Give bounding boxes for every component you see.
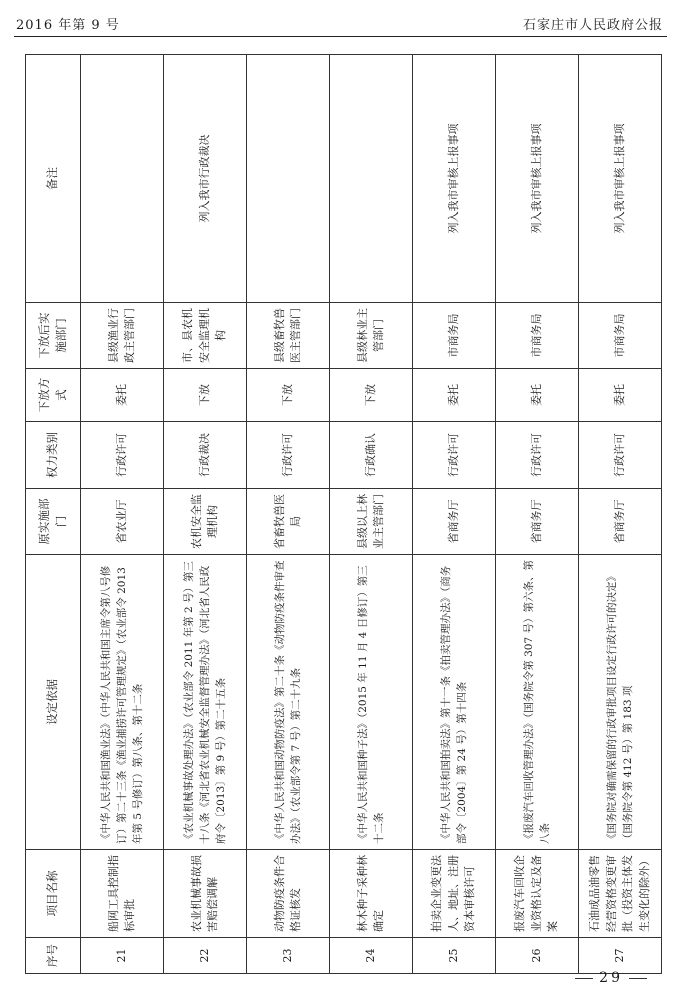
row-number: 25 [413, 938, 496, 974]
legal-basis: 《中华人民共和国种子法》（2015 年 11 月 4 日修订）第三十二条 [330, 555, 413, 850]
power-category: 行政许可 [81, 422, 164, 489]
new-dept: 市商务局 [413, 303, 496, 369]
item-name: 石油成品油零售经营资格变更审批（投资主体发生变化的除外） [579, 850, 662, 938]
row-number: 27 [579, 938, 662, 974]
item-name: 船网工具控制指标审批 [81, 850, 164, 938]
power-category: 行政许可 [247, 422, 330, 489]
table-row [579, 55, 662, 974]
remarks [81, 55, 164, 303]
original-dept: 省畜牧兽医局 [247, 489, 330, 555]
col-header-legal-basis: 设定依据 [26, 555, 81, 850]
delegation-method: 委托 [81, 369, 164, 422]
item-name: 报废汽车回收企业资格认定及备案 [496, 850, 579, 938]
legal-basis: 《国务院对确需保留的行政审批项目设定行政许可的决定》（国务院令第 412 号）第 183 项 [579, 555, 662, 850]
power-category: 行政许可 [413, 422, 496, 489]
power-category: 行政裁决 [164, 422, 247, 489]
item-name: 农业机械事故损害赔偿调解 [164, 850, 247, 938]
decentralization-table [25, 54, 662, 974]
row-number: 23 [247, 938, 330, 974]
legal-basis: 《中华人民共和国拍卖法》第十一条《拍卖管理办法》（商务部令〔2004〕第 24 号）第十四条 [413, 555, 496, 850]
table-row [81, 55, 164, 974]
delegation-method: 委托 [413, 369, 496, 422]
original-dept: 省商务厅 [579, 489, 662, 555]
item-name: 林木种子采种林确定 [330, 850, 413, 938]
power-category: 行政许可 [496, 422, 579, 489]
original-dept: 省商务厅 [496, 489, 579, 555]
remarks: 列入我市审核上报事项 [413, 55, 496, 303]
legal-basis: 《报废汽车回收管理办法》（国务院令第 307 号）第六条、第八条 [496, 555, 579, 850]
new-dept: 市商务局 [496, 303, 579, 369]
col-header-delegation-method: 下放方式 [26, 369, 81, 422]
footer-dash-right [629, 978, 647, 979]
row-number: 24 [330, 938, 413, 974]
table-row [247, 55, 330, 974]
legal-basis: 《中华人民共和国渔业法》（中华人民共和国主席令第八号修订）第二十三条《渔业捕捞许可管理规定》（农业部令 2013 年第 5 号修订）第八条、第十二条 [81, 555, 164, 850]
col-header-number: 序号 [26, 938, 81, 974]
footer-dash-left [575, 978, 593, 979]
item-name: 拍卖企业变更法人、地址、注册资本审核许可 [413, 850, 496, 938]
delegation-method: 委托 [496, 369, 579, 422]
page-number: 29 [599, 970, 623, 986]
power-category: 行政许可 [579, 422, 662, 489]
publication-title: 石家庄市人民政府公报 [522, 18, 663, 33]
remarks: 列入我市行政裁决 [164, 55, 247, 303]
table-row [496, 55, 579, 974]
page-footer [569, 970, 653, 986]
power-category: 行政确认 [330, 422, 413, 489]
table-row [413, 55, 496, 974]
col-header-item-name: 项目名称 [26, 850, 81, 938]
new-dept: 市商务局 [579, 303, 662, 369]
col-header-original-dept: 原实施部门 [26, 489, 81, 555]
original-dept: 农机安全监理机构 [164, 489, 247, 555]
delegation-method: 委托 [579, 369, 662, 422]
row-number: 22 [164, 938, 247, 974]
delegation-method: 下放 [164, 369, 247, 422]
remarks: 列入我市审核上报事项 [496, 55, 579, 303]
original-dept: 省农业厅 [81, 489, 164, 555]
original-dept: 省商务厅 [413, 489, 496, 555]
delegation-method: 下放 [247, 369, 330, 422]
rotated-page [25, 55, 658, 974]
col-header-remarks: 备注 [26, 55, 81, 303]
remarks [330, 55, 413, 303]
table-header-row [26, 55, 81, 974]
new-dept: 县级林业主管部门 [330, 303, 413, 369]
table-row [164, 55, 247, 974]
new-dept: 县级畜牧兽医主管部门 [247, 303, 330, 369]
issue-label: 2016 年第 9 号 [16, 18, 120, 33]
remarks [247, 55, 330, 303]
original-dept: 县级以上林业主管部门 [330, 489, 413, 555]
remarks: 列入我市审核上报事项 [579, 55, 662, 303]
item-name: 动物防疫条件合格证核发 [247, 850, 330, 938]
col-header-power-category: 权力类别 [26, 422, 81, 489]
legal-basis: 《中华人民共和国动物防疫法》第二十条《动物防疫条件审查办法》（农业部令第 7 号）第二十九条 [247, 555, 330, 850]
new-dept: 县级渔业行政主管部门 [81, 303, 164, 369]
header-divider [14, 36, 667, 37]
new-dept: 市、县农机安全监理机构 [164, 303, 247, 369]
legal-basis: 《农业机械事故处理办法》（农业部令 2011 年第 2 号）第三十八条《河北省农业机械安全监督管理办法》（河北省人民政府令〔2013〕第 9 号）第二十五条 [164, 555, 247, 850]
col-header-new-dept: 下放后实施部门 [26, 303, 81, 369]
row-number: 21 [81, 938, 164, 974]
table-row [330, 55, 413, 974]
table-region [25, 55, 658, 974]
row-number: 26 [496, 938, 579, 974]
delegation-method: 下放 [330, 369, 413, 422]
